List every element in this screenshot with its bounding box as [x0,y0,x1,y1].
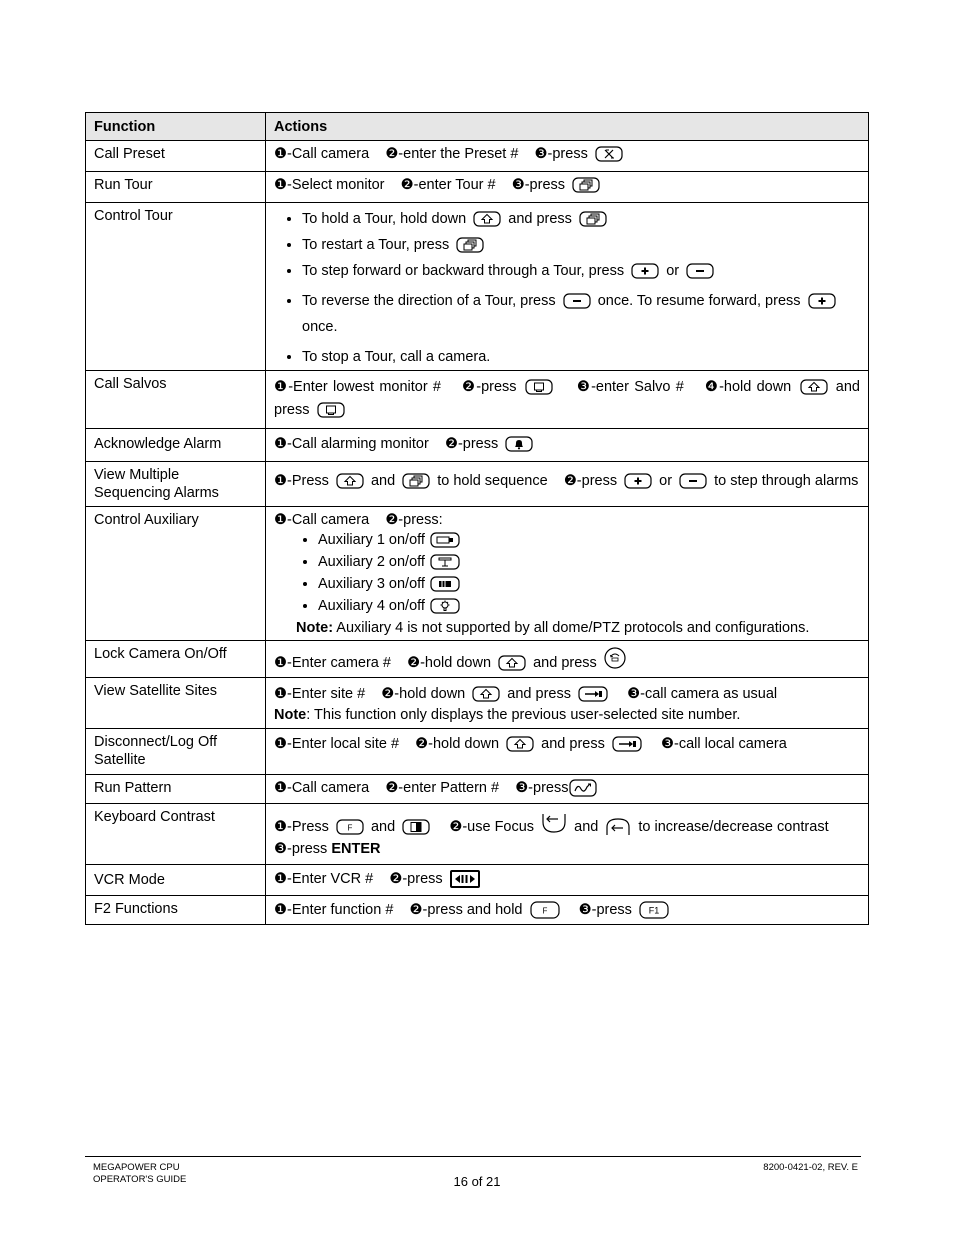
function-cell: Acknowledge Alarm [86,429,266,462]
minus-key-icon [686,263,714,279]
list-item: • Auxiliary 4 on/off [318,597,860,615]
actions-cell: ❶-Call alarming monitor ❷-press [266,429,869,462]
actions-cell: ❶-Enter local site # ❷-hold down and press ❸-call local camera [266,729,869,775]
actions-column-header: Actions [266,113,869,141]
function-cell: Run Pattern [86,775,266,804]
functions-table [85,112,869,925]
function-cell: Call Preset [86,141,266,172]
aux3-key-icon [430,576,460,592]
satellite-key-icon [612,736,642,752]
function-cell: Control Auxiliary [86,507,266,641]
shift-key-icon [506,736,534,752]
actions-cell: ❶-Enter site # ❷-hold down and press ❸-call camera as usual Note: This function only displays the previous user-selected site number. [266,678,869,729]
f-key-icon [530,901,560,919]
table-row [86,641,869,678]
table-row [86,371,869,429]
function-cell: Control Tour [86,203,266,371]
document-revision: 8200-0421-02, REV. E [763,1162,858,1173]
actions-cell: ❶-Enter camera # ❷-hold down and press [266,641,869,678]
shift-key-icon [498,655,526,671]
list-item: • To restart a Tour, press [302,236,860,254]
salvo-key-icon [317,402,345,418]
focus-near-key-icon [541,812,567,834]
svg-text:F: F [542,906,547,916]
svg-text:F: F [347,823,353,833]
aux1-key-icon [430,532,460,548]
shift-key-icon [472,686,500,702]
actions-cell: ❶-Enter VCR # ❷-press [266,865,869,896]
table-row [86,775,869,804]
actions-cell: ❶-Call camera ❷-enter Pattern # ❸-press [266,775,869,804]
table-row [86,141,869,172]
function-cell: F2 Functions [86,896,266,925]
function-cell: Run Tour [86,172,266,203]
vcr-key-icon [450,870,480,888]
contrast-key-icon [402,819,430,835]
preset-key-icon [595,146,623,162]
minus-key-icon [679,473,707,489]
alarm-key-icon [505,436,533,452]
aux4-key-icon [430,598,460,614]
list-item: • To reverse the direction of a Tour, press once. To resume forward, press once. [302,288,860,340]
table-row [86,865,869,896]
pattern-key-icon [569,779,597,797]
table-row [86,678,869,729]
table-row [86,203,869,371]
actions-cell: ❶-Press F and ❷-use Focus and to increase/decrease contrast ❸-press ENTER [266,804,869,865]
aux2-key-icon [430,554,460,570]
table-row [86,896,869,925]
tour-key-icon [456,237,484,253]
table-row [86,729,869,775]
shift-key-icon [336,473,364,489]
function-cell: Keyboard Contrast [86,804,266,865]
function-cell: VCR Mode [86,865,266,896]
function-cell: Lock Camera On/Off [86,641,266,678]
satellite-key-icon [578,686,608,702]
tour-key-icon [579,211,607,227]
plus-key-icon [624,473,652,489]
list-item: • To hold a Tour, hold down and press [302,210,860,228]
table-row [86,804,869,865]
tour-key-icon [402,473,430,489]
actions-cell: ❶-Call camera ❷-enter the Preset # ❸-press [266,141,869,172]
table-row [86,172,869,203]
function-cell: Disconnect/Log Off Satellite [86,729,266,775]
svg-text:F1: F1 [648,905,660,916]
shift-key-icon [473,211,501,227]
f1-key-icon [639,901,669,919]
note: Note: Auxiliary 4 is not supported by all dome/PTZ protocols and configurations. [296,620,810,636]
actions-cell: ❶-Call camera ❷-press: • Auxiliary 1 on/off • Auxiliary 2 on/off • Auxiliary 3 on/off • Auxiliary 4 on/off Note: Auxiliary 4 is not supported by all dome/PTZ protocols and configurations. [266,507,869,641]
function-cell: Call Salvos [86,371,266,429]
plus-key-icon [631,263,659,279]
table-header-row [86,113,869,141]
actions-cell: ❶-Press and to hold sequence ❷-press or to step through alarms [266,462,869,507]
list-item: • Auxiliary 1 on/off [318,531,860,549]
list-item: • Auxiliary 3 on/off [318,575,860,593]
f-key-icon [336,819,364,835]
actions-cell: ❶-Enter lowest monitor # ❷-press ❸-enter Salvo # ❹-hold down and press [266,371,869,429]
list-item: • To step forward or backward through a Tour, press or [302,262,860,280]
tour-key-icon [572,177,600,193]
list-item: • To stop a Tour, call a camera. [302,348,860,366]
actions-cell [266,203,869,371]
salvo-key-icon [525,379,553,395]
actions-cell: ❶-Select monitor ❷-enter Tour # ❸-press [266,172,869,203]
focus-far-key-icon [605,817,631,837]
actions-cell: ❶-Enter function # ❷-press and hold F ❸-press F1 [266,896,869,925]
footer-divider [85,1156,861,1157]
table-row [86,507,869,641]
plus-key-icon [808,293,836,309]
lock-key-icon [604,647,626,669]
shift-key-icon [800,379,828,395]
page-number: 16 of 21 [453,1174,501,1189]
function-column-header: Function [86,113,266,141]
minus-key-icon [563,293,591,309]
table-row [86,462,869,507]
function-cell: View Satellite Sites [86,678,266,729]
list-item: • Auxiliary 2 on/off [318,553,860,571]
table-row [86,429,869,462]
function-cell: View Multiple Sequencing Alarms [86,462,266,507]
footer-left: MEGAPOWER CPU OPERATOR'S GUIDE [93,1162,187,1185]
